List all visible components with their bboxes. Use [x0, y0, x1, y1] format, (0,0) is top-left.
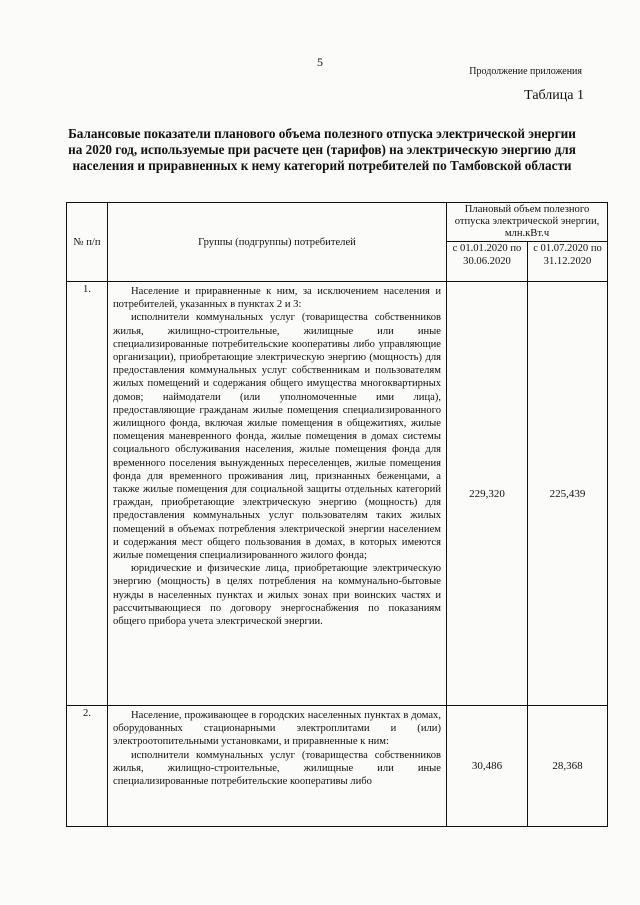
row-paragraph: исполнители коммунальных услуг (товарищества собственников жилья, жилищно-строительные, жилищные или иные специализированные потребительские кооперативы либо управляющие организации), приобретающие электрическую энергию (мощность) для предоставления коммунальных услуг собственникам и пользователям жилых помещений и содержания общего имущества многоквартирных домов; наймодатели (или уполномоченные ими лица), предоставляющие гражданам жилые помещения специализированного жилищного фонда, включая жилые помещения в общежитиях, жилые помещения маневренного фонда, жилые помещения в домах системы социального обслуживания населения, жилые помещения фонда для временного поселения вынужденных переселенцев, жилые помещения фонда для временного проживания лиц, признанных беженцами, а также жилые помещения для социальной защиты отдельных категорий граждан, приобретающие электрическую энергию (мощность) для предоставления коммунальных услуг пользователям таких жилых помещений в объемах потребления электрической энергии населением и содержания мест общего пользования в домах, в которых имеются жилые помещения специализированного жилого фонда; [113, 312, 441, 562]
continuation-note: Продолжение приложения [469, 66, 582, 77]
balance-table [66, 202, 608, 827]
header-period-1: с 01.01.2020 по 30.06.2020 [447, 242, 528, 282]
table-row [67, 282, 608, 706]
table-label: Таблица 1 [524, 88, 584, 103]
table-header-row [67, 203, 608, 242]
row-value-period-2: 225,439 [528, 282, 608, 706]
row-paragraph: Население, проживающее в городских населенных пунктах в домах, оборудованных стационарными электроплитами и (или) электроотопительными установками, и приравненные к ним: [113, 710, 441, 748]
row-paragraph: Население и приравненные к ним, за исключением населения и потребителей, указанных в пунктах 2 и 3: [113, 286, 441, 311]
row-value-period-1: 30,486 [447, 706, 528, 827]
header-groups: Группы (подгруппы) потребителей [108, 203, 447, 282]
row-number: 2. [67, 706, 108, 827]
header-number: № п/п [67, 203, 108, 282]
table-row [67, 706, 608, 827]
header-period-2: с 01.07.2020 по 31.12.2020 [528, 242, 608, 282]
row-number: 1. [67, 282, 108, 706]
document-title: Балансовые показатели планового объема полезного отпуска электрической энергии на 2020 год, используемые при расчете цен (тарифов) на электрическую энергию для населения и приравненных к нему категорий потребителей по Тамбовской области [68, 126, 576, 173]
row-value-period-2: 28,368 [528, 706, 608, 827]
row-paragraph: юридические и физические лица, приобретающие электрическую энергию (мощность) в целях потребления на коммунально-бытовые нужды в населенных пунктах и жилых зонах при воинских частях и рассчитывающиеся по договору энергоснабжения по показаниям общего прибора учета электрической энергии. [113, 563, 441, 628]
header-plan-volume: Плановый объем полезного отпуска электрической энергии, млн.кВт.ч [447, 203, 608, 242]
page-number: 5 [317, 55, 323, 69]
row-paragraph: исполнители коммунальных услуг (товарищества собственников жилья, жилищно-строительные, жилищные или иные специализированные потребительские кооперативы либо [113, 749, 441, 788]
row-value-period-1: 229,320 [447, 282, 528, 706]
row-description [108, 706, 447, 827]
row-description [108, 282, 447, 706]
